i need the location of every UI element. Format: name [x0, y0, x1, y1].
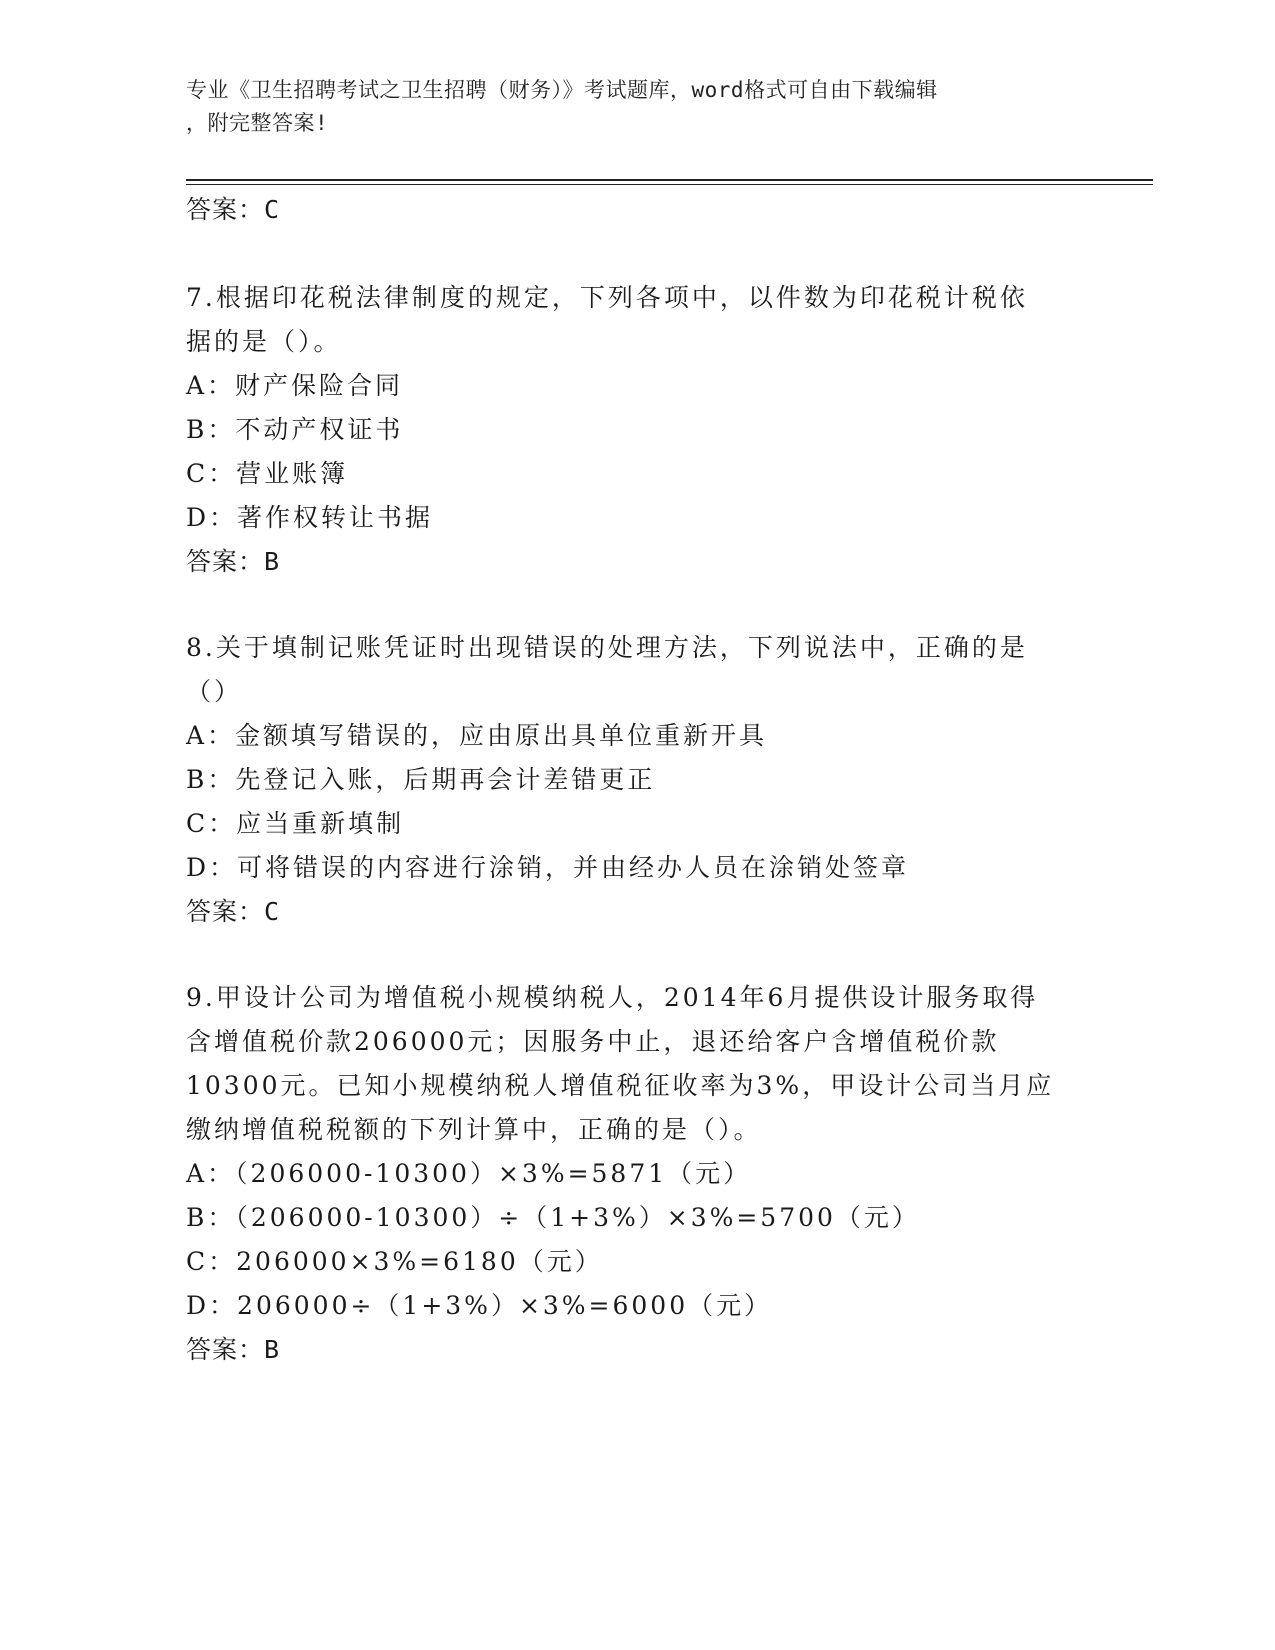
question-9-option-a: A：（206000-10300）×3%=5871（元） [186, 1159, 752, 1188]
question-8-stem-line-1: 8.关于填制记账凭证时出现错误的处理方法，下列说法中，正确的是 [186, 633, 1028, 662]
question-8-option-c: C：应当重新填制 [186, 809, 405, 838]
question-7-option-d: D：著作权转让书据 [186, 503, 434, 532]
question-7-stem-line-1: 7.根据印花税法律制度的规定，下列各项中，以件数为印花税计税依 [186, 283, 1028, 312]
header-line-2: ，附完整答案! [186, 111, 329, 135]
question-7-option-a: A：财产保险合同 [186, 371, 404, 400]
question-9-stem-line-1: 9.甲设计公司为增值税小规模纳税人，2014年6月提供设计服务取得 [186, 983, 1039, 1012]
question-8-answer: 答案：C [186, 897, 281, 926]
header-rule-thin [186, 184, 1153, 185]
question-9-option-c: C：206000×3%=6180（元） [186, 1247, 603, 1276]
question-9-stem-line-2: 含增值税价款206000元；因服务中止，退还给客户含增值税价款 [186, 1027, 1000, 1056]
question-8-option-a: A：金额填写错误的，应由原出具单位重新开具 [186, 721, 768, 750]
question-8-option-d: D：可将错误的内容进行涂销，并由经办人员在涂销处签章 [186, 853, 910, 882]
question-9-stem-line-3: 10300元。已知小规模纳税人增值税征收率为3%，甲设计公司当月应 [186, 1071, 1055, 1100]
question-9-stem-line-4: 缴纳增值税税额的下列计算中，正确的是（）。 [186, 1115, 762, 1144]
question-9-answer: 答案：B [186, 1335, 281, 1364]
question-7-option-c: C：营业账簿 [186, 459, 349, 488]
question-8-stem-line-2: （） [186, 677, 243, 706]
question-8-option-b: B：先登记入账，后期再会计差错更正 [186, 765, 656, 794]
document-header [186, 74, 1066, 140]
header-rule-thick [186, 179, 1153, 181]
header-line-1: 专业《卫生招聘考试之卫生招聘（财务）》考试题库，word格式可自由下载编辑 [186, 78, 938, 102]
answer-previous: 答案：C [186, 195, 281, 224]
question-7-option-b: B：不动产权证书 [186, 415, 404, 444]
question-9-option-d: D：206000÷（1+3%）×3%=6000（元） [186, 1291, 773, 1320]
question-7-answer: 答案：B [186, 547, 281, 576]
question-9-option-b: B：（206000-10300）÷（1+3%）×3%=5700（元） [186, 1203, 920, 1232]
question-7-stem-line-2: 据的是（）。 [186, 327, 342, 356]
